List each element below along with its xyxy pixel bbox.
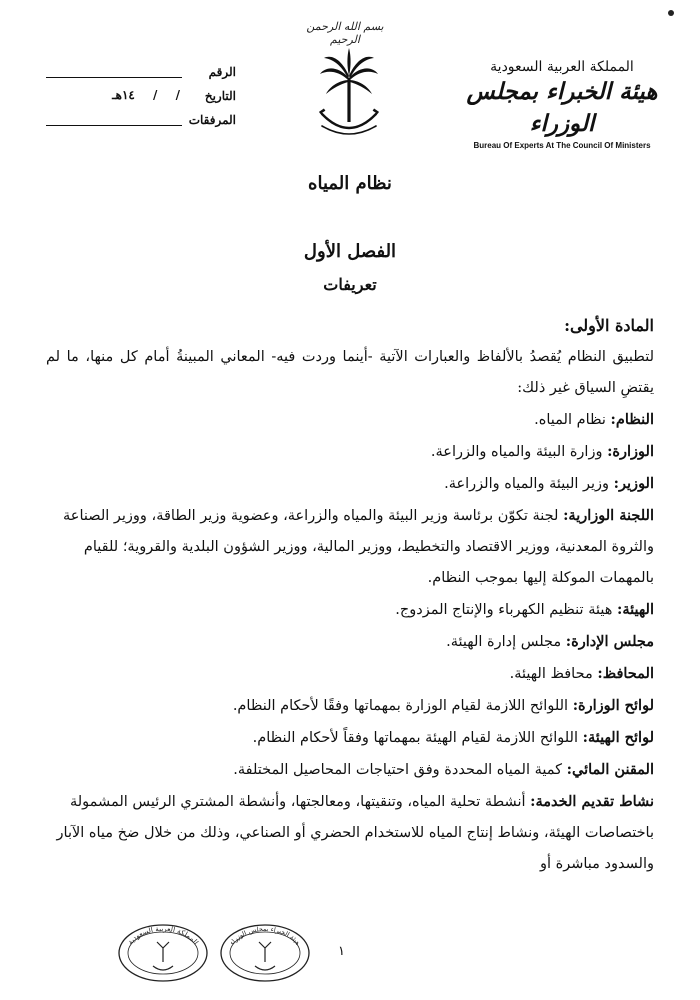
org-country-name: المملكة العربية السعودية (490, 59, 634, 75)
definition-text: محافظ الهيئة. (509, 666, 593, 682)
chapter-subtitle: تعريفات (323, 275, 377, 294)
reference-date-row (46, 87, 236, 111)
reference-attachments-line (46, 125, 182, 126)
official-stamp-right (218, 922, 312, 984)
palm-swords-emblem-icon (316, 48, 382, 140)
definition-term: مجلس الإدارة: (565, 633, 654, 650)
definition-item (46, 722, 654, 754)
reference-number-label: الرقم (208, 65, 236, 79)
definition-text: وزارة البيئة والمياه والزراعة. (430, 444, 603, 460)
definition-text: اللوائح اللازمة لقيام الهيئة بمهماتها وفقاً لأحكام النظام. (252, 730, 578, 746)
stamp-left-text: المملكة العربية السعودية (126, 924, 200, 947)
definition-term: النظام: (610, 411, 654, 428)
document-title: نظام المياه (308, 173, 392, 194)
definition-term: الهيئة: (616, 601, 654, 618)
definition-text: هيئة تنظيم الكهرباء والإنتاج المزدوج. (395, 602, 613, 618)
page-number: ١ (338, 944, 345, 959)
definition-term: لوائح الهيئة: (582, 729, 654, 746)
article-intro: لتطبيق النظام يُقصدُ بالألفاظ والعبارات الآتية -أينما وردت فيه- المعاني المبينةُ أمام كل منها، ما لم يقتضِ السياق غير ذلك: (46, 349, 654, 396)
definition-text: مجلس إدارة الهيئة. (446, 634, 562, 650)
official-stamp-left (116, 922, 210, 984)
corner-dot (668, 10, 674, 16)
definition-item (46, 404, 654, 436)
definition-text: كمية المياه المحددة وفق احتياجات المحاصيل المختلفة. (233, 762, 563, 778)
basmala: بسم الله الرحمن الرحيم (306, 20, 384, 46)
definition-item (46, 658, 654, 690)
svg-text:هيئة الخبراء بمجلس الوزراء (228, 925, 302, 947)
definition-text: لجنة تكوّن برئاسة وزير البيئة والمياه والزراعة، وعضوية وزير الطاقة، ووزير الصناعة والثروة المعدنية، ووزير الاقتصاد والتخطيط، ووزير المالية، ووزير الشؤون البلدية والقروية؛ للقيام بالمهمات الموكلة إليها بموجب النظام. (63, 508, 654, 586)
definition-term: الوزارة: (607, 443, 654, 460)
organization-header (462, 58, 662, 152)
definition-term: المقنن المائي: (566, 761, 654, 778)
definition-text: نظام المياه. (534, 412, 606, 428)
definition-item (46, 754, 654, 786)
definition-item (46, 626, 654, 658)
org-bureau-name-ar: هيئة الخبراء بمجلس الوزراء (466, 78, 658, 137)
definition-text: وزير البيئة والمياه والزراعة. (444, 476, 610, 492)
definition-text: أنشطة تحلية المياه، وتنقيتها، ومعالجتها، وأنشطة المشتري الرئيس المشمولة باختصاصات الهيئة، ونشاط إنتاج المياه للاستخدام الحضري أو الصناعي، وذلك من خلال ضخ مياه الآبار والسدود مباشرة أو (56, 794, 654, 872)
reference-attachments-label: المرفقات (188, 113, 236, 127)
definition-item (46, 690, 654, 722)
reference-block (46, 63, 236, 135)
definition-term: المحافظ: (597, 665, 654, 682)
definition-term: اللجنة الوزارية: (563, 507, 654, 524)
stamp-right-text: هيئة الخبراء بمجلس الوزراء (228, 924, 302, 947)
document-body (46, 310, 654, 880)
reference-number-line (46, 77, 182, 78)
reference-date-label: التاريخ (204, 89, 236, 103)
definition-term: الوزير: (613, 475, 654, 492)
reference-number-row (46, 63, 236, 87)
svg-text:المملكة العربية السعودية (126, 925, 199, 946)
definition-item (46, 500, 654, 594)
article-heading: المادة الأولى: (564, 316, 654, 335)
definitions-list (46, 404, 654, 880)
reference-attachments-row (46, 111, 236, 135)
definition-text: اللوائح اللازمة لقيام الوزارة بمهماتها وفقًا لأحكام النظام. (232, 698, 569, 714)
definition-item (46, 786, 654, 880)
chapter-title: الفصل الأول (303, 241, 397, 262)
org-bureau-name-en: Bureau Of Experts At The Council Of Ministers (473, 141, 651, 150)
reference-date-value: / / ١٤هـ (112, 88, 180, 102)
definition-item (46, 594, 654, 626)
definition-term: نشاط تقديم الخدمة: (530, 793, 654, 810)
definition-term: لوائح الوزارة: (572, 697, 654, 714)
definition-item (46, 468, 654, 500)
definition-item (46, 436, 654, 468)
